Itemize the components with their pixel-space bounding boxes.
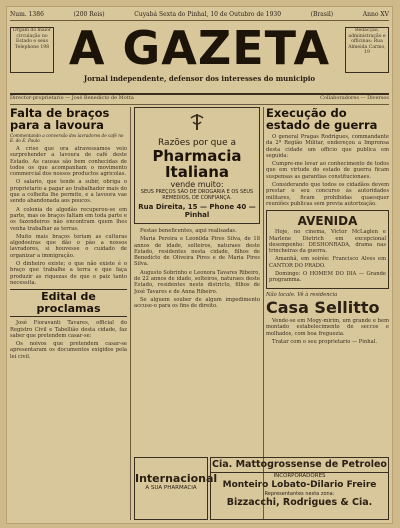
petroleo-ad bbox=[210, 457, 389, 520]
paragraph: Considerando que todos os cidadãos devem prestar o seu concurso às autoridades militares, ficam prohibidas quaesquer reuniões publicas sem previa autorização. bbox=[266, 182, 389, 207]
director: Director-proprietario — José Benedicto de Motta bbox=[10, 95, 134, 101]
paragraph: Vende-se em Mogy-mirim, um grande e bem montado estabelecimento de seccos e molhados, com boa freguezia. bbox=[266, 317, 389, 337]
issue-number: Num. 1386 bbox=[10, 10, 44, 18]
paragraph: Hoje, no cinema, Victor McLaglen e Marlene Dietrich em excepcional desempenho: DESHONRADA, drama nas trincheiras da guerra. bbox=[269, 229, 386, 255]
sellitto-title: Casa Sellitto bbox=[266, 297, 380, 317]
article-body bbox=[266, 134, 389, 207]
paragraph: Maria Pereira e Leonilda Pires Silva, de 18 annos de idade, solteiros, naturaes deste Estado, residentes nesta cidade, filhos de Benedicto de Oliveira Pires e de Maria Pires Silva. bbox=[134, 236, 260, 268]
issue-date: Cuyabá Sexta do Pinhal, 10 de Outubro de 1930 bbox=[134, 10, 282, 18]
pharmacia-italiana-ad bbox=[134, 107, 260, 224]
issue-price: (200 Reis) bbox=[73, 10, 105, 18]
paragraph: O dinheiro existe; o que não existe é o braço que trabalhe a terra e que faça produzir as riquezas de que o paiz tanto necessita. bbox=[10, 261, 127, 286]
avenida-box bbox=[266, 210, 389, 288]
newspaper-subtitle: Jornal independente, defensor dos interesses do municipio bbox=[83, 74, 316, 83]
petroleo-title: Cia. Mattogrossense de Petroleo bbox=[211, 458, 388, 473]
paragraph: Festas beneficentes, aqui realisadas. bbox=[140, 228, 237, 234]
paragraph: A colonia de algodão recuperou-se em parte, mas os braços faltam em toda parte e os fazendeiros não encontram quem lhes venha trabalhar as terras. bbox=[10, 206, 127, 232]
ad-address: Rua Direita, 15 — Phone 40 — Pinhal bbox=[138, 203, 256, 219]
edital-headline: Edital de proclamas bbox=[10, 289, 127, 317]
ad-brand: Pharmacia Italiana bbox=[152, 147, 242, 181]
ad-line2: vende muito: bbox=[170, 180, 224, 189]
right-ear-box: Redacção, administração e officinas: Rua Almeida Carmo, 19 bbox=[345, 27, 389, 73]
column-left bbox=[10, 107, 127, 520]
paragraph: Se alguem souber de algum impedimento accuse-o para os fins de direito. bbox=[134, 296, 260, 310]
paragraph: O salario, que tende a subir, obriga o proprietario a pagar ao trabalhador mais do que a colheita lhe permite, e a lavoura vae sendo abandonada aos poucos. bbox=[10, 179, 127, 205]
collaborators: Collaboradores — Diversos bbox=[320, 95, 389, 101]
left-ear-box: Orgam do maior circulação no Estado e seus Telephone 198 bbox=[10, 27, 54, 73]
internacional-ad bbox=[134, 457, 218, 520]
ad-line1: Razões por que a bbox=[158, 138, 236, 148]
headline-braços: Falta de braços para a lavoura bbox=[10, 107, 110, 132]
issue-line bbox=[10, 8, 389, 21]
pharmacy-logo-icon bbox=[187, 112, 207, 132]
edital-body bbox=[10, 320, 127, 360]
bottom-ads bbox=[134, 457, 389, 520]
internacional-title: Internacional bbox=[135, 472, 218, 485]
representatives-names: Bizzacchi, Rodrigues & Cia. bbox=[226, 497, 373, 508]
article-body bbox=[10, 146, 127, 286]
avenida-body bbox=[269, 229, 386, 283]
column-right bbox=[266, 107, 389, 454]
paragraph: Domingo: O HOMEM DO DIA — Grande programma. bbox=[269, 271, 386, 284]
internacional-sub: A SUA PHARMACIA bbox=[145, 485, 197, 491]
newspaper-page bbox=[6, 6, 393, 524]
column-middle bbox=[134, 107, 260, 454]
paragraph: Amanhã, em soirée: Francisco Alves em CANTOR DO PRADO. bbox=[269, 256, 386, 269]
incorporadores: INCORPORADORES bbox=[273, 473, 326, 479]
column-rule bbox=[130, 107, 131, 520]
paragraph: Augusto Sobrinho e Leonora Tavares Ribeiro, de 22 annos de idade, solteiros, naturaes deste Estado, residentes neste districto, filhos de José Tavares e de Anna Ribeiro. bbox=[134, 269, 260, 295]
paragraph: Tratar com o seu proprietario — Pinhal. bbox=[272, 338, 378, 345]
paragraph: Os noivos que pretendem casar-se apresentaram os documentos exigidos pela lei civil. bbox=[10, 341, 127, 360]
ad-tagline: SEUS PREÇOS SÃO DE DROGARIA E OS SEUS REMEDIOS, DE CONFIANÇA. bbox=[140, 189, 254, 201]
director-line bbox=[10, 95, 389, 105]
paragraph: Muito mais braços teriam as culturas algodoeiras que dão o pão a nossos lavradores, si houvesse o cuidado de organizar a immigração. bbox=[10, 233, 127, 259]
sellitto-note: Não locale. Vê à residencia bbox=[266, 291, 338, 298]
paragraph: A crise que ora atravessamos veio surprehender a lavoura de café deste Estado. As causas são bem conhecidas de todos os que acompanham o movimento commercial dos nossos productos agricolas. bbox=[10, 146, 127, 178]
issue-country: (Brasil) bbox=[310, 10, 334, 18]
avenida-title: AVENIDA bbox=[297, 214, 358, 229]
article-body bbox=[134, 228, 260, 310]
issue-year: Anno XV bbox=[362, 10, 389, 18]
kicker: Commentando a conversão dos lavradores de café no E. do E. Paulo bbox=[10, 133, 124, 143]
incorporadores-names: Monteiro Lobato-Dilario Freire bbox=[222, 480, 377, 490]
paragraph: O general Pragas Rodrigues, commandante da 2ª Região Militar, endereçou a Imprensa desta cidade um officio que publica em seguida: bbox=[266, 134, 389, 159]
representatives-label: Representantes nesta zona: bbox=[264, 491, 335, 497]
masthead bbox=[10, 21, 389, 95]
headline-guerra: Execução do estado de guerra bbox=[266, 107, 378, 132]
paragraph: Cumpre-me levar ao conhecimento de todos que em virtude do estado de guerra ficam suspensas as garantias constitucionaes. bbox=[266, 161, 389, 180]
paragraph: José Fioravanti Tavares, official do Registro Civil e Tabellião desta cidade, faz saber que pretendem casar-se: bbox=[10, 320, 127, 339]
sellitto-body bbox=[266, 318, 389, 345]
newspaper-title: A GAZETA bbox=[68, 21, 331, 75]
